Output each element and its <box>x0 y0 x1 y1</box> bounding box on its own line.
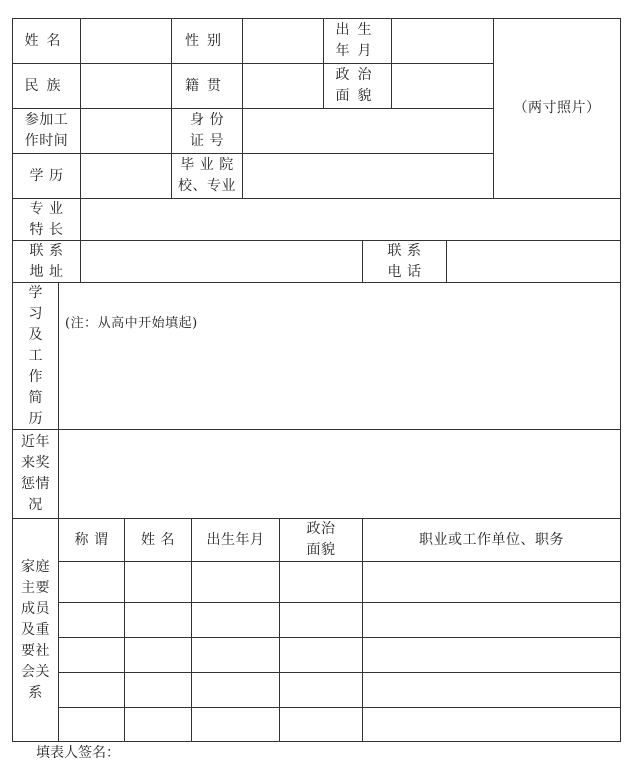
specialty-label: 专 业 特 长 <box>12 198 81 241</box>
resume-label <box>12 282 59 430</box>
phone-field[interactable] <box>446 240 621 283</box>
family-cell[interactable] <box>124 707 192 742</box>
name-field[interactable] <box>80 18 172 64</box>
native-place-label: 籍贯 <box>171 63 243 109</box>
family-label: 家庭 主要 成员 及重 要社 会关 系 <box>12 518 59 742</box>
id-number-label: 身 份 证 号 <box>171 108 243 154</box>
native-place-field[interactable] <box>242 63 324 109</box>
family-cell[interactable] <box>362 672 621 708</box>
family-header-name: 姓 名 <box>124 518 192 562</box>
signature-label: 填表人签名： <box>36 745 120 761</box>
family-cell[interactable] <box>191 707 280 742</box>
gender-field[interactable] <box>242 18 324 64</box>
family-cell[interactable] <box>124 602 192 638</box>
graduate-school-label: 毕 业 院 校、专业 <box>171 153 243 199</box>
family-cell[interactable] <box>191 637 280 673</box>
family-cell[interactable] <box>362 602 621 638</box>
family-cell[interactable] <box>58 672 125 708</box>
graduate-school-field[interactable] <box>242 153 494 199</box>
ethnicity-label: 民族 <box>12 63 81 109</box>
family-cell[interactable] <box>124 637 192 673</box>
resume-label-text: 学习及工作简历 <box>28 284 43 427</box>
resume-note: (注：从高中开始填起) <box>65 316 198 331</box>
family-cell[interactable] <box>58 637 125 673</box>
ethnicity-field[interactable] <box>80 63 172 109</box>
id-number-field[interactable] <box>242 108 494 154</box>
family-cell[interactable] <box>279 707 363 742</box>
address-label: 联 系 地 址 <box>12 240 81 283</box>
family-cell[interactable] <box>191 602 280 638</box>
family-cell[interactable] <box>124 561 192 603</box>
family-cell[interactable] <box>58 602 125 638</box>
work-start-field[interactable] <box>80 108 172 154</box>
education-label: 学 历 <box>12 153 81 199</box>
family-cell[interactable] <box>362 707 621 742</box>
photo-label: （两寸照片） <box>513 100 601 116</box>
family-cell[interactable] <box>362 637 621 673</box>
family-cell[interactable] <box>58 707 125 742</box>
family-cell[interactable] <box>124 672 192 708</box>
family-header-occupation: 职业或工作单位、职务 <box>362 518 621 562</box>
family-cell[interactable] <box>58 561 125 603</box>
address-field[interactable] <box>80 240 363 283</box>
family-cell[interactable] <box>279 561 363 603</box>
political-status-label: 政治 面貌 <box>323 63 392 109</box>
family-cell[interactable] <box>191 672 280 708</box>
political-status-field[interactable] <box>391 63 494 109</box>
birth-date-label: 出生 年月 <box>323 18 392 64</box>
name-label: 姓名 <box>12 18 81 64</box>
photo-placeholder[interactable] <box>493 18 621 199</box>
family-cell[interactable] <box>279 637 363 673</box>
work-start-label: 参加工 作时间 <box>12 108 81 154</box>
awards-label: 近年 来奖 惩情 况 <box>12 429 59 519</box>
family-cell[interactable] <box>279 672 363 708</box>
phone-label: 联 系 电 话 <box>362 240 447 283</box>
family-header-political: 政治 面貌 <box>279 518 363 562</box>
resume-field[interactable] <box>58 282 621 430</box>
awards-field[interactable] <box>58 429 621 519</box>
gender-label: 性别 <box>171 18 243 64</box>
specialty-field[interactable] <box>80 198 621 241</box>
family-header-relation: 称 谓 <box>58 518 125 562</box>
family-cell[interactable] <box>279 602 363 638</box>
family-cell[interactable] <box>191 561 280 603</box>
family-cell[interactable] <box>362 561 621 603</box>
birth-date-field[interactable] <box>391 18 494 64</box>
education-field[interactable] <box>80 153 172 199</box>
family-header-birth: 出生年月 <box>191 518 280 562</box>
